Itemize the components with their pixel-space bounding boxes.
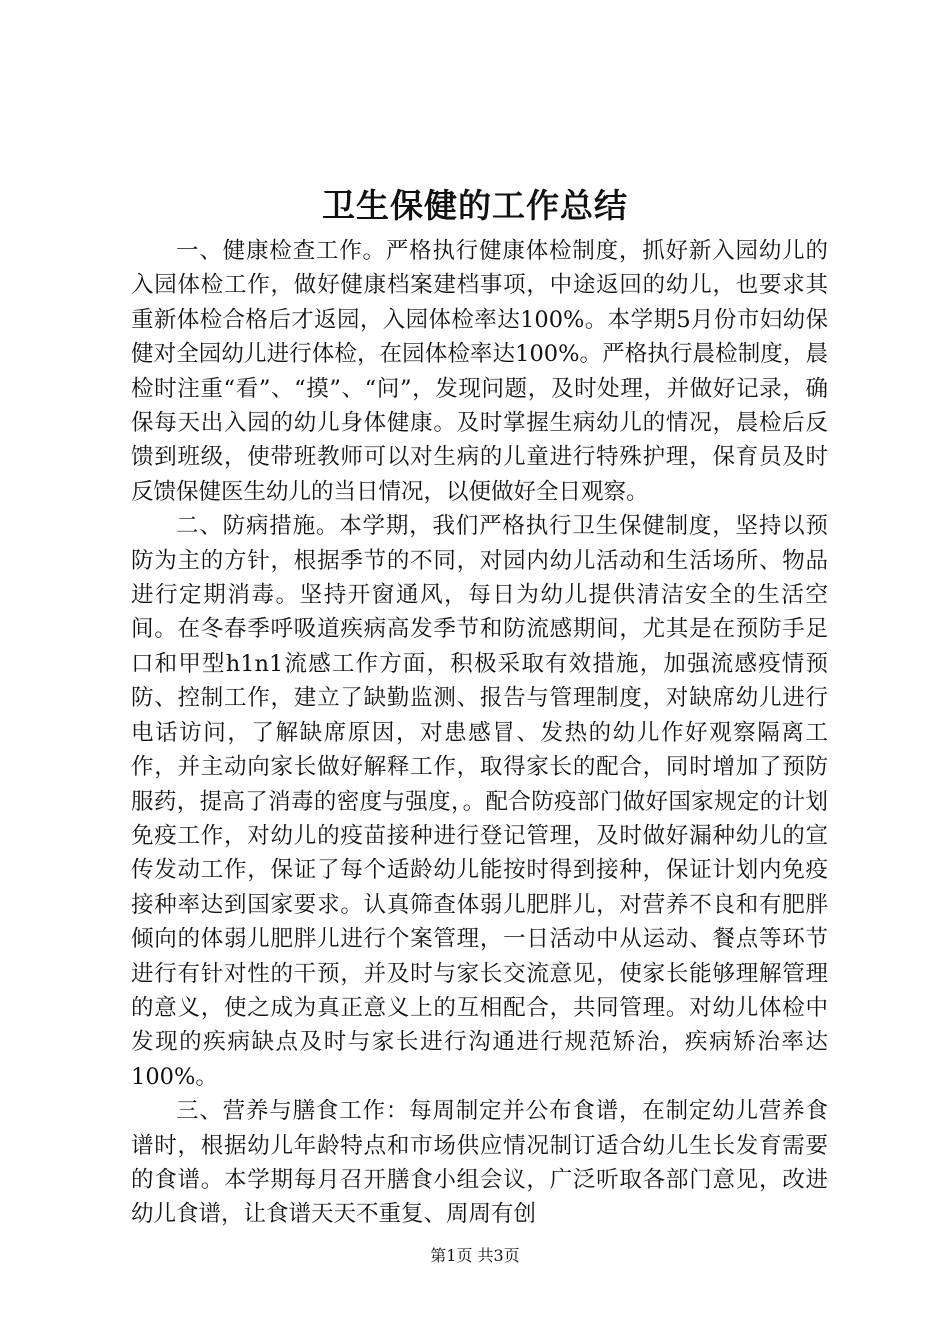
- paragraph-nutrition: 三、营养与膳食工作：每周制定并公布食谱，在制定幼儿营养食谱时，根据幼儿年龄特点和市场供应情况制订适合幼儿生长发育需要的食谱。本学期每月召开膳食小组会议，广泛听取各部门意见，改进幼儿食谱，让食谱天天不重复、周周有创: [131, 1098, 828, 1228]
- document-title: 卫生保健的工作总结: [322, 186, 628, 225]
- page-footer: 第1页 共3页: [430, 1246, 520, 1265]
- paragraph-disease-prevention: 二、防病措施。本学期，我们严格执行卫生保健制度，坚持以预防为主的方针，根据季节的不同，对园内幼儿活动和生活场所、物品进行定期消毒。坚持开窗通风，每日为幼儿提供清洁安全的生活空间。在冬春季呼吸道疾病高发季节和防流感期间，尤其是在预防手足口和甲型h1n1流感工作方面，积极采取有效措施，加强流感疫情预防、控制工作，建立了缺勤监测、报告与管理制度，对缺席幼儿进行电话访问，了解缺席原因，对患感冒、发热的幼儿作好观察隔离工作，并主动向家长做好解释工作，取得家长的配合，同时增加了预防服药，提高了消毒的密度与强度，。配合防疫部门做好国家规定的计划免疫工作，对幼儿的疫苗接种进行登记管理，及时做好漏种幼儿的宣传发动工作，保证了每个适龄幼儿能按时得到接种，保证计划内免疫接种率达到国家要求。认真筛查体弱儿肥胖儿，对营养不良和有肥胖倾向的体弱儿肥胖儿进行个案管理，一日活动中从运动、餐点等环节进行有针对性的干预，并及时与家长交流意见，使家长能够理解管理的意义，使之成为真正意义上的互相配合，共同管理。对幼儿体检中发现的疾病缺点及时与家长进行沟通进行规范矫治，疾病矫治率达100%。: [131, 513, 828, 1090]
- paragraph-health-check: 一、健康检查工作。严格执行健康体检制度，抓好新入园幼儿的入园体检工作，做好健康档案建档事项，中途返回的幼儿，也要求其重新体检合格后才返园，入园体检率达100%。本学期5月份市妇幼保健对全园幼儿进行体检，在园体检率达100%。严格执行晨检制度，晨检时注重“看”、“摸”、“问”，发现问题，及时处理，并做好记录，确保每天出入园的幼儿身体健康。及时掌握生病幼儿的情况，晨检后反馈到班级，使带班教师可以对生病的儿童进行特殊护理，保育员及时反馈保健医生幼儿的当日情况，以便做好全日观察。: [131, 238, 828, 505]
- document-body: [131, 234, 828, 1232]
